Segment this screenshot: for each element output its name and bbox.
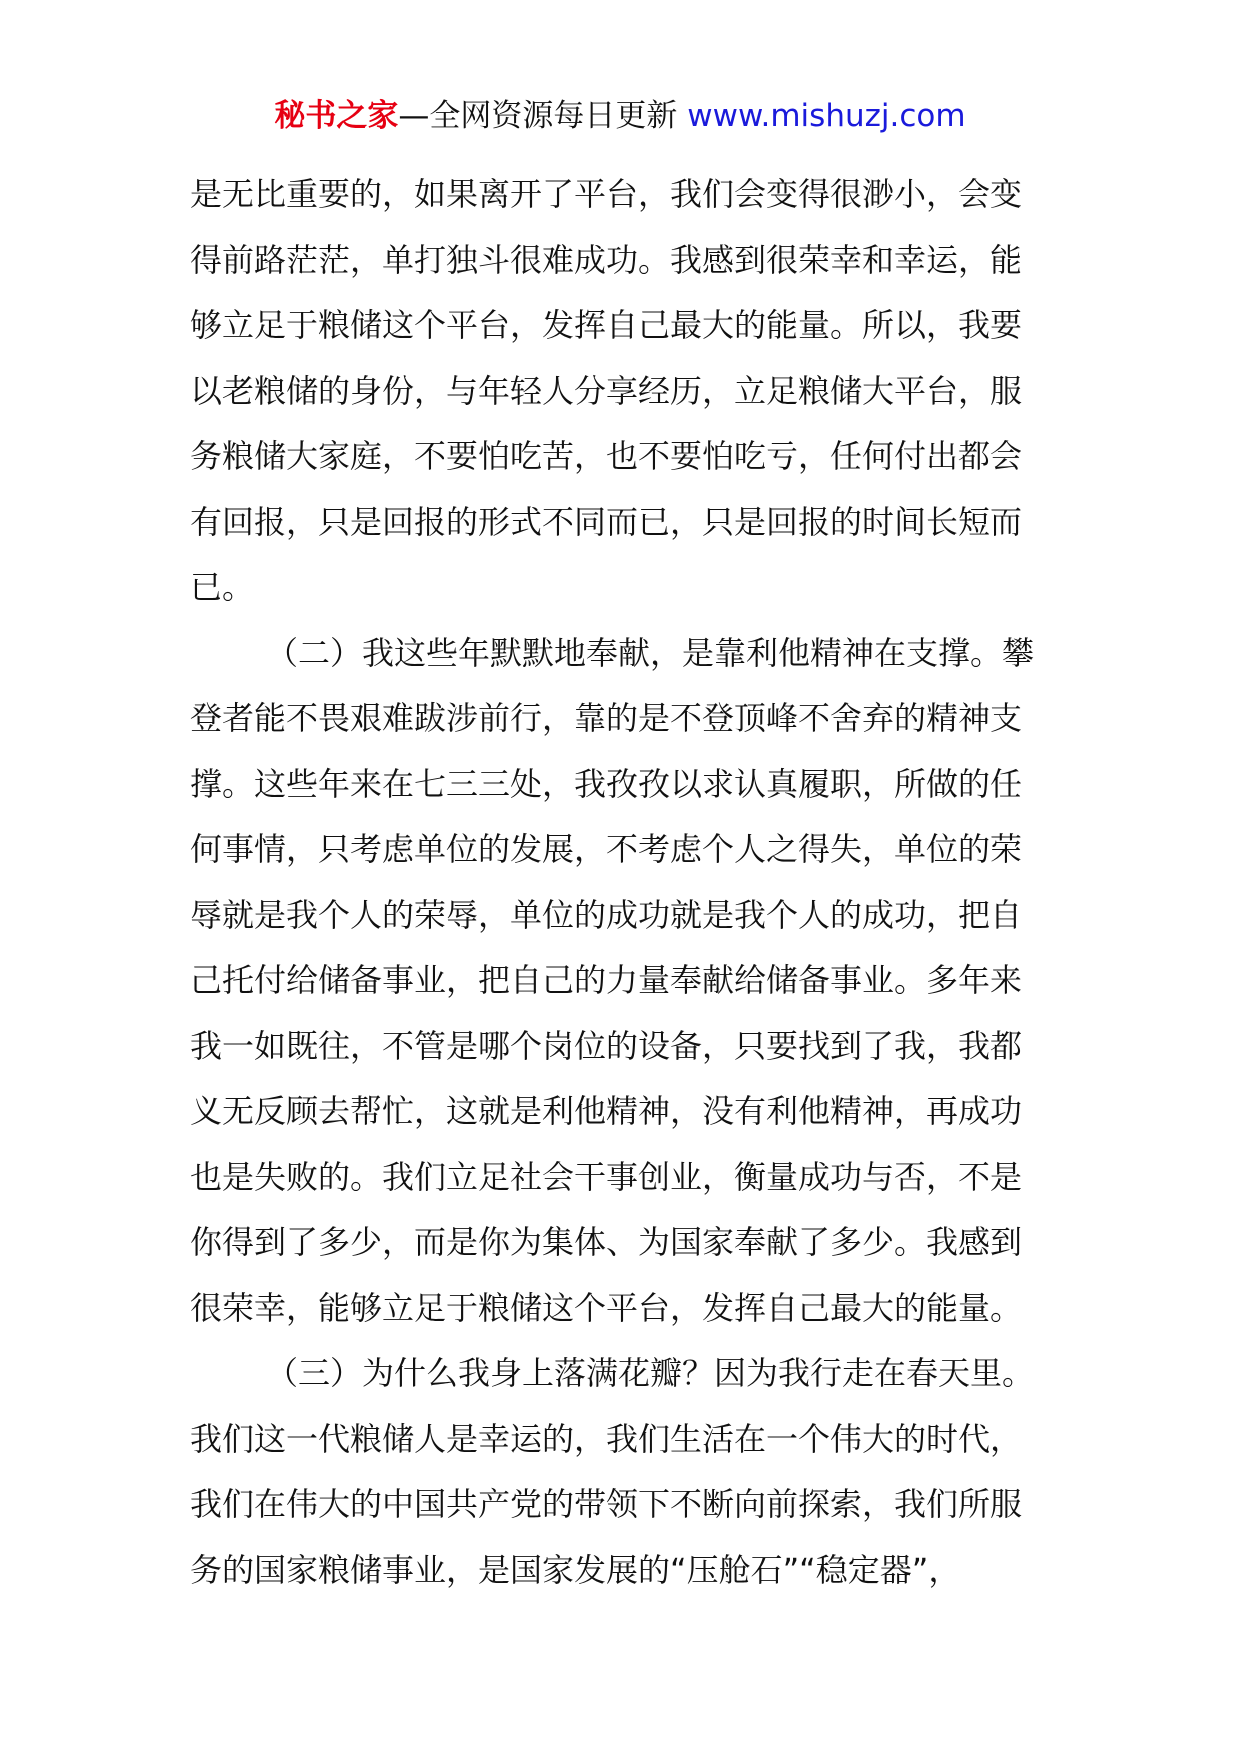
text-line: 务的国家粮储事业，是国家发展的“压舱石”“稳定器”， bbox=[190, 1550, 961, 1589]
text-line: （三）为什么我身上落满花瓣？因为我行走在春天里。 bbox=[266, 1354, 1035, 1392]
header-tagline: —全网资源每日更新 bbox=[398, 98, 688, 134]
text-line: 也是失败的。我们立足社会干事创业，衡量成功与否，不是 bbox=[190, 1157, 1023, 1196]
text-line: 有回报，只是回报的形式不同而已，只是回报的时间长短而 bbox=[190, 502, 1023, 541]
text-line: 我们在伟大的中国共产党的带领下不断向前探索，我们所服 bbox=[190, 1485, 1023, 1523]
text-line: 何事情，只考虑单位的发展，不考虑个人之得失，单位的荣 bbox=[190, 830, 1023, 868]
text-line: 很荣幸，能够立足于粮储这个平台，发挥自己最大的能量。 bbox=[190, 1288, 1023, 1327]
text-line: 登者能不畏艰难跋涉前行，靠的是不登顶峰不舍弃的精神支 bbox=[190, 699, 1023, 737]
text-line: 已。 bbox=[190, 568, 255, 606]
text-line: 够立足于粮储这个平台，发挥自己最大的能量。所以，我要 bbox=[190, 306, 1023, 344]
text-line: 辱就是我个人的荣辱，单位的成功就是我个人的成功，把自 bbox=[190, 895, 1023, 934]
brand-name: 秘书之家 bbox=[274, 98, 399, 134]
text-line: 我们这一代粮储人是幸运的，我们生活在一个伟大的时代， bbox=[190, 1419, 1023, 1458]
text-line: 是无比重要的，如果离开了平台，我们会变得很渺小，会变 bbox=[190, 175, 1023, 213]
text-line: 得前路茫茫，单打独斗很难成功。我感到很荣幸和幸运，能 bbox=[190, 240, 1023, 279]
page-header bbox=[0, 96, 1240, 136]
text-line: 你得到了多少，而是你为集体、为国家奉献了多少。我感到 bbox=[190, 1223, 1023, 1261]
text-line: （二）我这些年默默地奉献，是靠利他精神在支撑。攀 bbox=[266, 633, 1035, 672]
text-line: 我一如既往，不管是哪个岗位的设备，只要找到了我，我都 bbox=[190, 1026, 1023, 1065]
text-line: 己托付给储备事业，把自己的力量奉献给储备事业。多年来 bbox=[190, 961, 1023, 999]
document-body bbox=[190, 162, 1070, 1603]
site-url[interactable]: www.mishuzj.com bbox=[687, 98, 966, 134]
text-line: 撑。这些年来在七三三处，我孜孜以求认真履职，所做的任 bbox=[190, 764, 1023, 803]
text-line: 以老粮储的身份，与年轻人分享经历，立足粮储大平台，服 bbox=[190, 371, 1023, 410]
text-line: 义无反顾去帮忙，这就是利他精神，没有利他精神，再成功 bbox=[190, 1092, 1023, 1130]
text-line: 务粮储大家庭，不要怕吃苦，也不要怕吃亏，任何付出都会 bbox=[190, 437, 1023, 475]
